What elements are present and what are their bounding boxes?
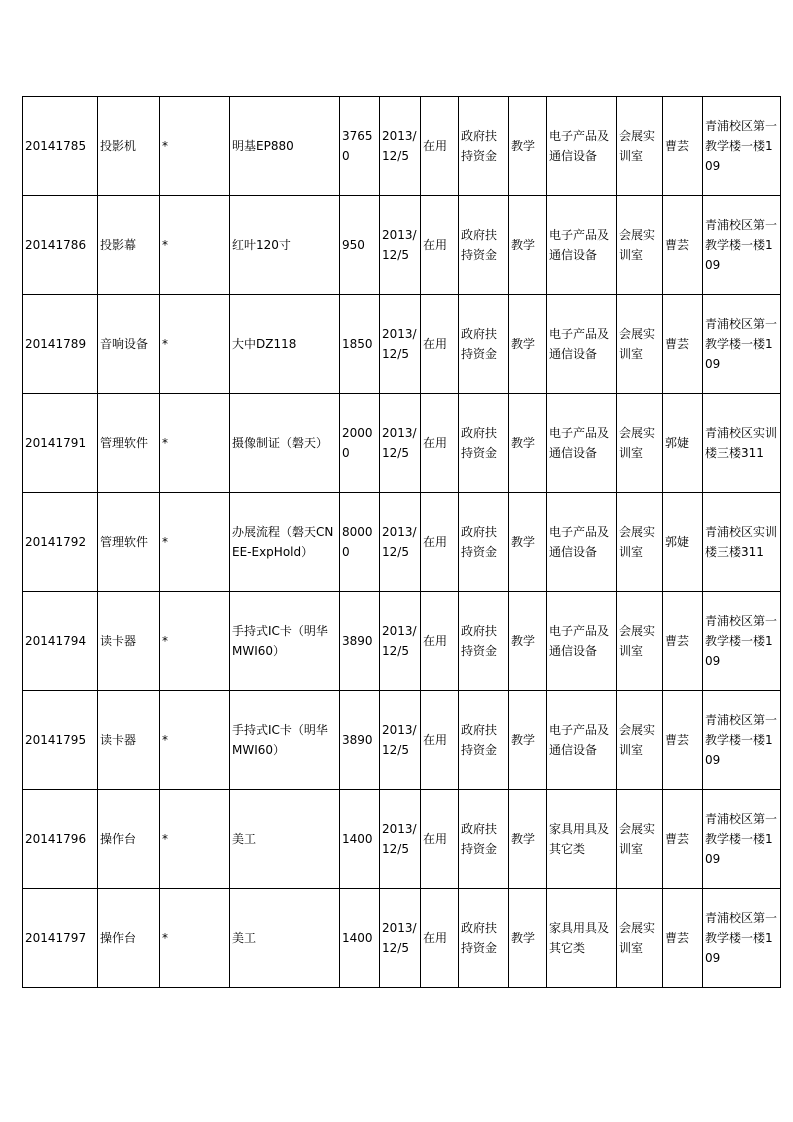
table-row	[23, 592, 781, 691]
mark-cell: *	[160, 295, 230, 394]
keeper-cell: 曹芸	[663, 889, 703, 988]
location-cell: 青浦校区第一教学楼一楼109	[703, 97, 781, 196]
asset-id-cell: 20141796	[23, 790, 98, 889]
keeper-cell: 曹芸	[663, 295, 703, 394]
location-cell: 青浦校区实训楼三楼311	[703, 493, 781, 592]
keeper-cell: 郭婕	[663, 493, 703, 592]
status-cell: 在用	[421, 691, 459, 790]
usage-cell: 教学	[509, 196, 547, 295]
room-cell: 会展实训室	[617, 790, 663, 889]
asset-id-cell: 20141785	[23, 97, 98, 196]
room-cell: 会展实训室	[617, 493, 663, 592]
status-cell: 在用	[421, 196, 459, 295]
model-cell: 办展流程（磐天CNEE-ExpHold）	[230, 493, 340, 592]
mark-cell: *	[160, 97, 230, 196]
model-cell: 摄像制证（磐天）	[230, 394, 340, 493]
price-cell: 1850	[340, 295, 380, 394]
date-cell: 2013/12/5	[380, 889, 421, 988]
keeper-cell: 曹芸	[663, 196, 703, 295]
asset-id-cell: 20141797	[23, 889, 98, 988]
fund-source-cell: 政府扶持资金	[459, 493, 509, 592]
table-row	[23, 691, 781, 790]
status-cell: 在用	[421, 592, 459, 691]
asset-id-cell: 20141795	[23, 691, 98, 790]
model-cell: 红叶120寸	[230, 196, 340, 295]
category-cell: 电子产品及通信设备	[547, 196, 617, 295]
room-cell: 会展实训室	[617, 394, 663, 493]
asset-name-cell: 操作台	[98, 790, 160, 889]
model-cell: 手持式IC卡（明华MWI60）	[230, 691, 340, 790]
fund-source-cell: 政府扶持资金	[459, 97, 509, 196]
table-row	[23, 790, 781, 889]
category-cell: 电子产品及通信设备	[547, 493, 617, 592]
category-cell: 电子产品及通信设备	[547, 97, 617, 196]
fund-source-cell: 政府扶持资金	[459, 889, 509, 988]
asset-id-cell: 20141794	[23, 592, 98, 691]
asset-id-cell: 20141786	[23, 196, 98, 295]
mark-cell: *	[160, 691, 230, 790]
room-cell: 会展实训室	[617, 691, 663, 790]
location-cell: 青浦校区实训楼三楼311	[703, 394, 781, 493]
usage-cell: 教学	[509, 691, 547, 790]
location-cell: 青浦校区第一教学楼一楼109	[703, 196, 781, 295]
fund-source-cell: 政府扶持资金	[459, 691, 509, 790]
room-cell: 会展实训室	[617, 196, 663, 295]
location-cell: 青浦校区第一教学楼一楼109	[703, 691, 781, 790]
asset-name-cell: 管理软件	[98, 493, 160, 592]
status-cell: 在用	[421, 493, 459, 592]
room-cell: 会展实训室	[617, 295, 663, 394]
category-cell: 电子产品及通信设备	[547, 592, 617, 691]
price-cell: 1400	[340, 790, 380, 889]
price-cell: 20000	[340, 394, 380, 493]
model-cell: 美工	[230, 889, 340, 988]
mark-cell: *	[160, 790, 230, 889]
price-cell: 950	[340, 196, 380, 295]
room-cell: 会展实训室	[617, 592, 663, 691]
keeper-cell: 曹芸	[663, 592, 703, 691]
model-cell: 美工	[230, 790, 340, 889]
price-cell: 80000	[340, 493, 380, 592]
mark-cell: *	[160, 196, 230, 295]
mark-cell: *	[160, 493, 230, 592]
keeper-cell: 曹芸	[663, 790, 703, 889]
room-cell: 会展实训室	[617, 97, 663, 196]
location-cell: 青浦校区第一教学楼一楼109	[703, 790, 781, 889]
asset-name-cell: 投影机	[98, 97, 160, 196]
usage-cell: 教学	[509, 97, 547, 196]
status-cell: 在用	[421, 790, 459, 889]
usage-cell: 教学	[509, 592, 547, 691]
asset-name-cell: 操作台	[98, 889, 160, 988]
price-cell: 37650	[340, 97, 380, 196]
date-cell: 2013/12/5	[380, 493, 421, 592]
category-cell: 电子产品及通信设备	[547, 691, 617, 790]
location-cell: 青浦校区第一教学楼一楼109	[703, 889, 781, 988]
asset-name-cell: 投影幕	[98, 196, 160, 295]
date-cell: 2013/12/5	[380, 394, 421, 493]
asset-name-cell: 音响设备	[98, 295, 160, 394]
mark-cell: *	[160, 889, 230, 988]
keeper-cell: 郭婕	[663, 394, 703, 493]
status-cell: 在用	[421, 394, 459, 493]
usage-cell: 教学	[509, 295, 547, 394]
category-cell: 电子产品及通信设备	[547, 295, 617, 394]
date-cell: 2013/12/5	[380, 592, 421, 691]
table-row	[23, 889, 781, 988]
date-cell: 2013/12/5	[380, 196, 421, 295]
table-row	[23, 295, 781, 394]
price-cell: 3890	[340, 691, 380, 790]
model-cell: 手持式IC卡（明华MWI60）	[230, 592, 340, 691]
asset-id-cell: 20141791	[23, 394, 98, 493]
room-cell: 会展实训室	[617, 889, 663, 988]
model-cell: 大中DZ118	[230, 295, 340, 394]
keeper-cell: 曹芸	[663, 97, 703, 196]
fund-source-cell: 政府扶持资金	[459, 592, 509, 691]
asset-table	[22, 96, 781, 988]
date-cell: 2013/12/5	[380, 790, 421, 889]
asset-name-cell: 管理软件	[98, 394, 160, 493]
location-cell: 青浦校区第一教学楼一楼109	[703, 295, 781, 394]
fund-source-cell: 政府扶持资金	[459, 295, 509, 394]
table-row	[23, 97, 781, 196]
status-cell: 在用	[421, 889, 459, 988]
table-row	[23, 196, 781, 295]
mark-cell: *	[160, 394, 230, 493]
usage-cell: 教学	[509, 790, 547, 889]
fund-source-cell: 政府扶持资金	[459, 196, 509, 295]
usage-cell: 教学	[509, 889, 547, 988]
asset-id-cell: 20141789	[23, 295, 98, 394]
status-cell: 在用	[421, 295, 459, 394]
keeper-cell: 曹芸	[663, 691, 703, 790]
asset-name-cell: 读卡器	[98, 691, 160, 790]
model-cell: 明基EP880	[230, 97, 340, 196]
usage-cell: 教学	[509, 493, 547, 592]
fund-source-cell: 政府扶持资金	[459, 394, 509, 493]
category-cell: 电子产品及通信设备	[547, 394, 617, 493]
asset-table-body	[23, 97, 781, 988]
table-row	[23, 394, 781, 493]
fund-source-cell: 政府扶持资金	[459, 790, 509, 889]
category-cell: 家具用具及其它类	[547, 889, 617, 988]
price-cell: 1400	[340, 889, 380, 988]
date-cell: 2013/12/5	[380, 97, 421, 196]
price-cell: 3890	[340, 592, 380, 691]
category-cell: 家具用具及其它类	[547, 790, 617, 889]
date-cell: 2013/12/5	[380, 691, 421, 790]
asset-name-cell: 读卡器	[98, 592, 160, 691]
usage-cell: 教学	[509, 394, 547, 493]
location-cell: 青浦校区第一教学楼一楼109	[703, 592, 781, 691]
status-cell: 在用	[421, 97, 459, 196]
mark-cell: *	[160, 592, 230, 691]
table-row	[23, 493, 781, 592]
date-cell: 2013/12/5	[380, 295, 421, 394]
asset-id-cell: 20141792	[23, 493, 98, 592]
